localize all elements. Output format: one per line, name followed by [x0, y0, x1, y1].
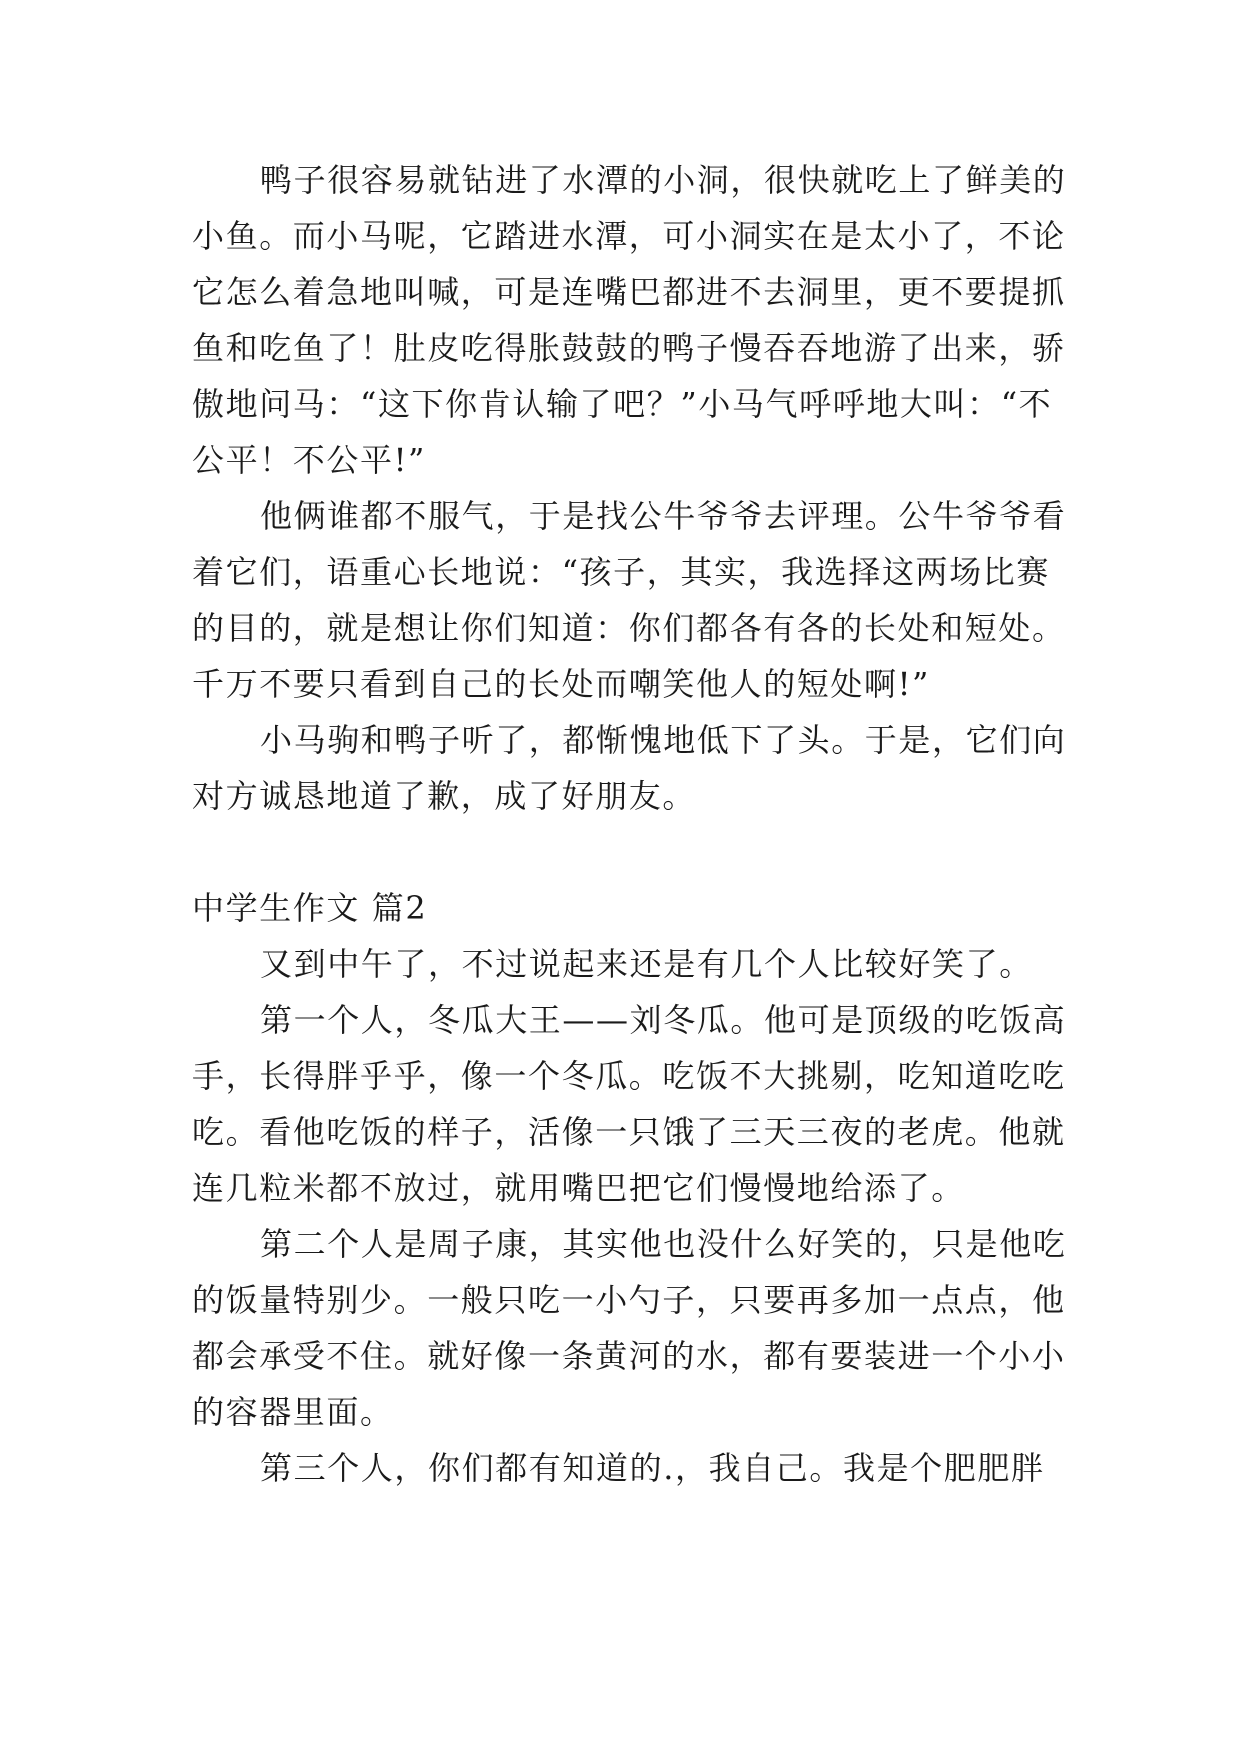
paragraph-line: 的容器里面。	[192, 1393, 394, 1431]
paragraph-line: 的饭量特别少。一般只吃一小勺子，只要再多加一点点，他	[192, 1281, 1066, 1319]
paragraph-line: 的目的，就是想让你们知道：你们都各有各的长处和短处。	[192, 609, 1066, 647]
paragraph-line: 第二个人是周子康，其实他也没什么好笑的，只是他吃	[260, 1225, 1067, 1263]
paragraph-line: 第一个人，冬瓜大王——刘冬瓜。他可是顶级的吃饭高	[260, 1001, 1067, 1039]
paragraph-line: 公平！不公平!”	[192, 441, 427, 479]
paragraph-line: 对方诚恳地道了歉，成了好朋友。	[192, 777, 697, 815]
paragraph-line: 鱼和吃鱼了！肚皮吃得胀鼓鼓的鸭子慢吞吞地游了出来，骄	[192, 329, 1066, 367]
paragraph-line: 第三个人，你们都有知道的.，我自己。我是个肥肥胖	[260, 1449, 1045, 1487]
paragraph-line: 着它们，语重心长地说：“孩子，其实，我选择这两场比赛	[192, 553, 1050, 591]
paragraph-line: 吃。看他吃饭的样子，活像一只饿了三天三夜的老虎。他就	[192, 1113, 1066, 1151]
paragraph-line: 手，长得胖乎乎，像一个冬瓜。吃饭不大挑剔，吃知道吃吃	[192, 1057, 1066, 1095]
paragraph-line: 小鱼。而小马呢，它踏进水潭，可小洞实在是太小了，不论	[192, 217, 1066, 255]
paragraph-line: 又到中午了，不过说起来还是有几个人比较好笑了。	[260, 945, 1033, 983]
paragraph-line: 小马驹和鸭子听了，都惭愧地低下了头。于是，它们向	[260, 721, 1067, 759]
paragraph-line: 连几粒米都不放过，就用嘴巴把它们慢慢地给添了。	[192, 1169, 965, 1207]
paragraph-line: 鸭子很容易就钻进了水潭的小洞，很快就吃上了鲜美的	[260, 161, 1067, 199]
section-heading: 中学生作文 篇2	[192, 889, 428, 927]
paragraph-line: 它怎么着急地叫喊，可是连嘴巴都进不去洞里，更不要提抓	[192, 273, 1066, 311]
paragraph-line: 他俩谁都不服气，于是找公牛爷爷去评理。公牛爷爷看	[260, 497, 1067, 535]
paragraph-line: 傲地问马：“这下你肯认输了吧？”小马气呼呼地大叫：“不	[192, 385, 1053, 423]
paragraph-line: 都会承受不住。就好像一条黄河的水，都有要装进一个小小	[192, 1337, 1066, 1375]
paragraph-line: 千万不要只看到自己的长处而嘲笑他人的短处啊!”	[192, 665, 931, 703]
